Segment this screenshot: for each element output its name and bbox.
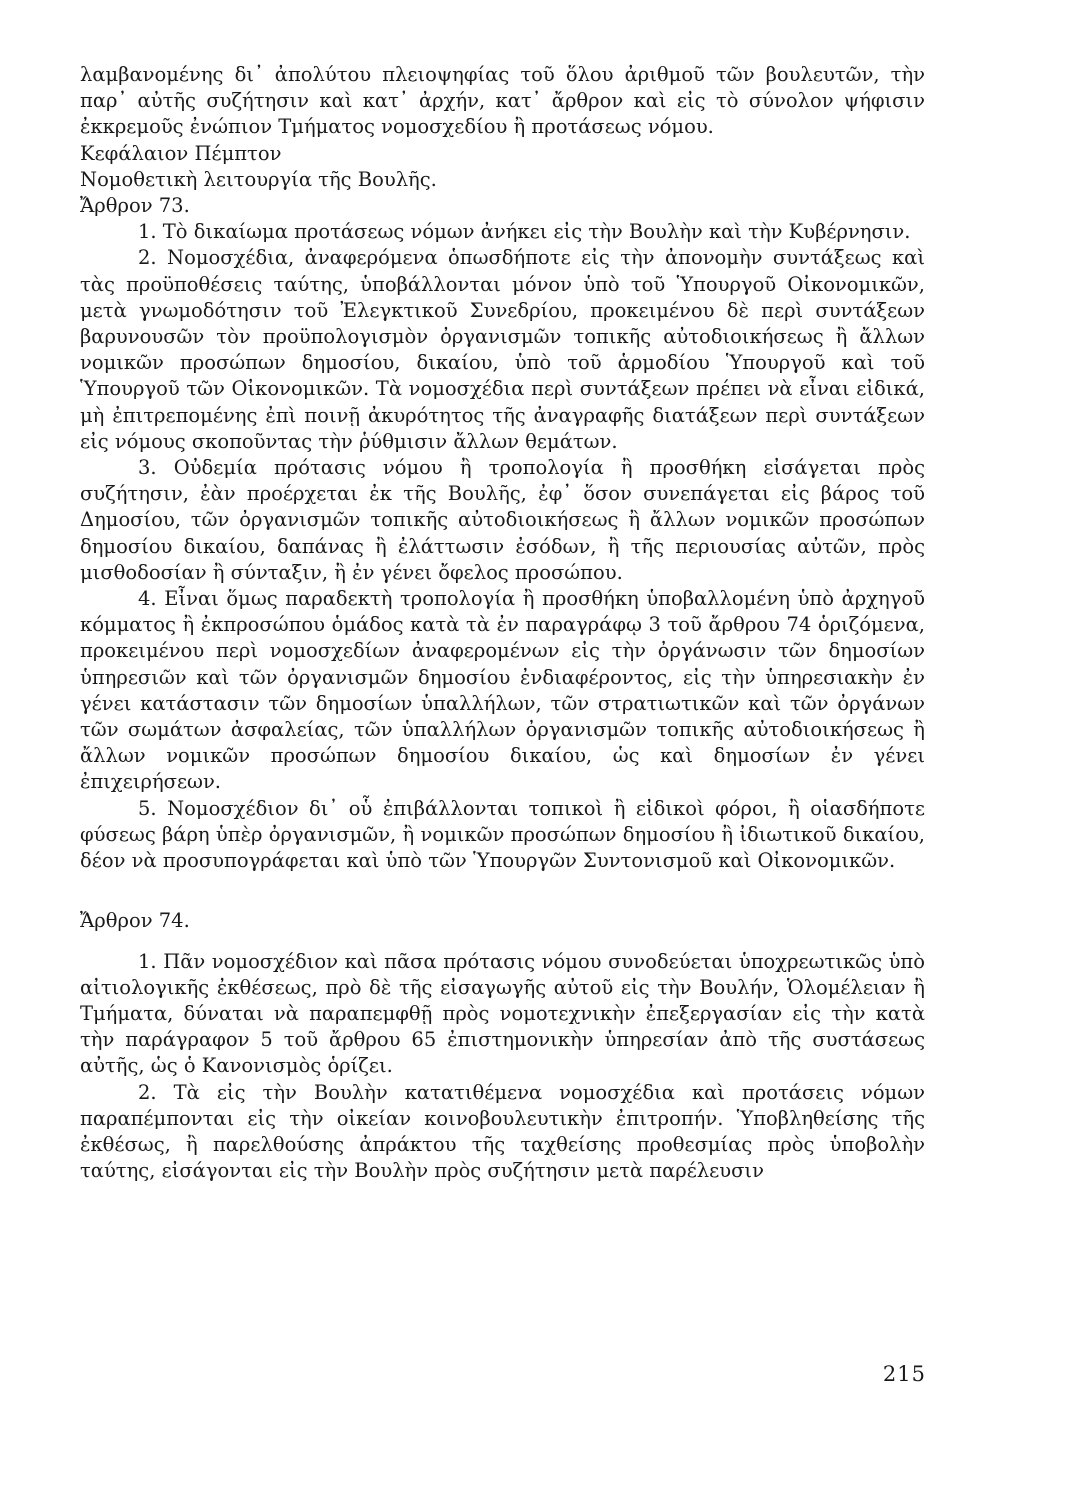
article-73-paragraph-1: 1. Τὸ δικαίωμα προτάσεως νόμων ἀνήκει εἰς τὴν Βουλὴν καὶ τὴν Κυβέρνησιν. bbox=[138, 220, 911, 244]
chapter-label: Κεφάλαιον Πέμπτον bbox=[80, 141, 282, 165]
article-73-paragraph-3: 3. Οὐδεμία πρότασις νόμου ἢ τροπολογία ἢ προσθήκη εἰσάγεται πρὸς συζήτησιν, ἐὰν προέρχεται ἐκ τῆς Βουλῆς, ἐφ᾽ ὅσον συνεπάγεται εἰς βάρος τοῦ Δημοσίου, τῶν ὀργανισμῶν τοπικῆς αὐτοδιοικήσεως ἢ ἄλλων νομικῶν προσώπων δημοσίου δικαίου, δαπάνας ἢ ἐλάττωσιν ἐσόδων, ἢ τῆς περιουσίας αὐτῶν, πρὸς μισθοδοσίαν ἢ σύνταξιν, ἢ ἐν γένει ὄφελος προσώπου. bbox=[80, 456, 925, 584]
article-73-paragraph-4: 4. Εἶναι ὅμως παραδεκτὴ τροπολογία ἢ προσθήκη ὑποβαλλομένη ὑπὸ ἀρχηγοῦ κόμματος ἢ ἐκπροσώπου ὁμάδος κατὰ τὰ ἐν παραγράφῳ 3 τοῦ ἄρθρου 74 ὁριζόμενα, προκειμένου περὶ νομοσχεδίων ἀναφερομένων εἰς τὴν ὀργάνωσιν τῶν δημοσίων ὑπηρεσιῶν καὶ τῶν ὀργανισμῶν δημοσίου ἐνδιαφέροντος, εἰς τὴν ὑπηρεσιακὴν ἐν γένει κατάστασιν τῶν δημοσίων ὑπαλλήλων, τῶν στρατιωτικῶν καὶ τῶν ὀργάνων τῶν σωμάτων ἀσφαλείας, τῶν ὑπαλλήλων ὀργανισμῶν τοπικῆς αὐτοδιοικήσεως ἢ ἄλλων νομικῶν προσώπων δημοσίου δικαίου, ὡς καὶ δημοσίων ἐν γένει ἐπιχειρήσεων. bbox=[80, 587, 925, 794]
chapter-title: Νομοθετικὴ λειτουργία τῆς Βουλῆς. bbox=[80, 167, 437, 191]
article-73-paragraph-2: 2. Νομοσχέδια, ἀναφερόμενα ὁπωσδήποτε εἰς τὴν ἀπονομὴν συντάξεως καὶ τὰς προϋποθέσεις ταύτης, ὑποβάλλονται μόνον ὑπὸ τοῦ Ὑπουργοῦ Οἰκονομικῶν, μετὰ γνωμοδότησιν τοῦ Ἐλεγκτικοῦ Συνεδρίου, προκειμένου δὲ περὶ συντάξεων βαρυνουσῶν τὸν προϋπολογισμὸν ὀργανισμῶν τοπικῆς αὐτοδιοικήσεως ἢ ἄλλων νομικῶν προσώπων δημοσίου, δικαίου, ὑπὸ τοῦ ἁρμοδίου Ὑπουργοῦ καὶ τοῦ Ὑπουργοῦ τῶν Οἰκονομικῶν. Τὰ νομοσχέδια περὶ συντάξεων πρέπει νὰ εἶναι εἰδικά, μὴ ἐπιτρεπομένης ἐπὶ ποινῇ ἀκυρότητος τῆς ἀναγραφῆς διατάξεων περὶ συντάξεων εἰς νόμους σκοποῦντας τὴν ῥύθμισιν ἄλλων θεμάτων. bbox=[80, 246, 925, 453]
page-body bbox=[80, 62, 925, 1184]
page-number: 215 bbox=[882, 1362, 926, 1386]
article-74-paragraph-1: 1. Πᾶν νομοσχέδιον καὶ πᾶσα πρότασις νόμου συνοδεύεται ὑποχρεωτικῶς ὑπὸ αἰτιολογικῆς ἐκθέσεως, πρὸ δὲ τῆς εἰσαγωγῆς αὐτοῦ εἰς τὴν Βουλήν, Ὁλομέλειαν ἢ Τμήματα, δύναται νὰ παραπεμφθῇ πρὸς νομοτεχνικὴν ἐπεξεργασίαν εἰς τὴν κατὰ τὴν παράγραφον 5 τοῦ ἄρθρου 65 ἐπιστημονικὴν ὑπηρεσίαν ἀπὸ τῆς συστάσεως αὐτῆς, ὡς ὁ Κανονισμὸς ὁρίζει. bbox=[80, 949, 925, 1078]
intro-paragraph: λαμβανομένης δι᾽ ἀπολύτου πλειοψηφίας τοῦ ὅλου ἀριθμοῦ τῶν βουλευτῶν, τὴν παρ᾽ αὐτῆς συζήτησιν καὶ κατ᾽ ἀρχήν, κατ᾽ ἄρθρον καὶ εἰς τὸ σύνολον ψήφισιν ἐκκρεμοῦς ἐνώπιον Τμήματος νομοσχεδίου ἢ προτάσεως νόμου. bbox=[80, 63, 925, 139]
article-74-title: Ἄρθρον 74. bbox=[80, 909, 190, 933]
article-73-paragraph-5: 5. Νομοσχέδιον δι᾽ οὗ ἐπιβάλλονται τοπικοὶ ἢ εἰδικοὶ φόροι, ἢ οἱασδήποτε φύσεως βάρη ὑπὲρ ὀργανισμῶν, ἢ νομικῶν προσώπων δημοσίου ἢ ἰδιωτικοῦ δικαίου, δέον νὰ προσυπογράφεται καὶ ὑπὸ τῶν Ὑπουργῶν Συντονισμοῦ καὶ Οἰκονομικῶν. bbox=[80, 796, 925, 873]
article-73-title: Ἄρθρον 73. bbox=[80, 194, 190, 218]
article-74-paragraph-2: 2. Τὰ εἰς τὴν Βουλὴν κατατιθέμενα νομοσχέδια καὶ προτάσεις νόμων παραπέμπονται εἰς τὴν οἰκείαν κοινοβουλευτικὴν ἐπιτροπήν. Ὑποβληθείσης τῆς ἐκθέσως, ἢ παρελθούσης ἀπράκτου τῆς ταχθείσης προθεσμίας πρὸς ὑποβολὴν ταύτης, εἰσάγονται εἰς τὴν Βουλὴν πρὸς συζήτησιν μετὰ παρέλευσιν bbox=[80, 1080, 925, 1183]
